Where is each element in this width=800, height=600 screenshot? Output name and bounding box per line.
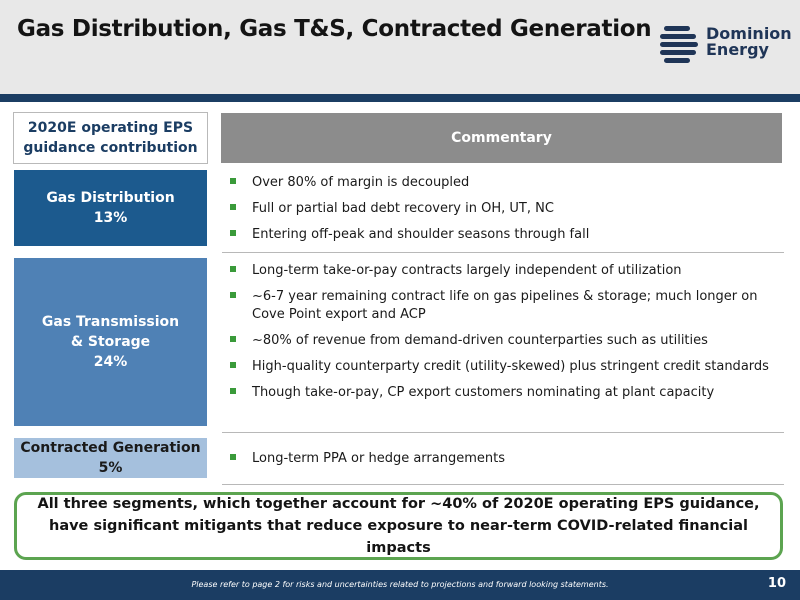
gas-distribution-commentary bbox=[222, 174, 784, 252]
segment-name: Contracted Generation bbox=[20, 440, 201, 456]
list-item bbox=[222, 450, 784, 468]
list-item bbox=[222, 226, 784, 244]
bullet-text: ~6-7 year remaining contract life on gas pipelines & storage; much longer on Cove Point export and ACP bbox=[252, 289, 758, 322]
bullet-text: High-quality counterparty credit (utility-skewed) plus stringent credit standards bbox=[252, 359, 769, 374]
list-item bbox=[222, 332, 784, 350]
list-item bbox=[222, 174, 784, 192]
row-divider bbox=[222, 252, 784, 253]
bullet-text: Though take-or-pay, CP export customers nominating at plant capacity bbox=[252, 385, 715, 400]
dominion-logo-icon bbox=[660, 24, 700, 68]
header-rule bbox=[0, 94, 800, 102]
callout-text: All three segments, which together account for ~40% of 2020E operating EPS guidance, have significant mitigants that reduce exposure to near-term COVID-related financial impacts bbox=[37, 496, 760, 556]
dominion-energy-logo bbox=[660, 24, 790, 70]
bullet-square-icon bbox=[230, 362, 236, 368]
bullet-square-icon bbox=[230, 178, 236, 184]
bullet-square-icon bbox=[230, 388, 236, 394]
bullet-square-icon bbox=[230, 336, 236, 342]
bullet-text: Long-term PPA or hedge arrangements bbox=[252, 451, 505, 466]
list-item bbox=[222, 200, 784, 218]
segment-name: Gas Distribution bbox=[46, 190, 175, 206]
bullet-square-icon bbox=[230, 230, 236, 236]
row-divider bbox=[222, 432, 784, 433]
logo-wordmark: Dominion Energy bbox=[706, 24, 792, 59]
header-rule-thin bbox=[0, 102, 800, 104]
contracted-generation-commentary bbox=[222, 450, 784, 476]
bullet-text: Entering off-peak and shoulder seasons through fall bbox=[252, 227, 590, 242]
bullet-square-icon bbox=[230, 292, 236, 298]
row-divider bbox=[222, 484, 784, 485]
bullet-square-icon bbox=[230, 454, 236, 460]
slide-title: Gas Distribution, Gas T&S, Contracted Generation bbox=[17, 16, 652, 42]
segment-pct: 13% bbox=[93, 210, 128, 226]
eps-contribution-header: 2020E operating EPS guidance contribution bbox=[13, 112, 208, 164]
list-item bbox=[222, 288, 784, 324]
gas-ts-commentary bbox=[222, 262, 784, 410]
page-number: 10 bbox=[767, 576, 786, 591]
bullet-text: Full or partial bad debt recovery in OH, UT, NC bbox=[252, 201, 554, 216]
segment-gas-transmission-storage bbox=[13, 257, 208, 427]
bullet-square-icon bbox=[230, 204, 236, 210]
footer-disclaimer: Please refer to page 2 for risks and uncertainties related to projections and forward looking statements. bbox=[191, 580, 609, 589]
segment-name: Gas Transmission & Storage bbox=[41, 314, 180, 350]
bullet-text: Long-term take-or-pay contracts largely independent of utilization bbox=[252, 263, 682, 278]
segment-contracted-generation bbox=[13, 437, 208, 479]
segment-pct: 5% bbox=[98, 460, 123, 476]
list-item bbox=[222, 358, 784, 376]
segment-pct: 24% bbox=[93, 354, 128, 370]
summary-callout bbox=[14, 492, 783, 560]
bullet-square-icon bbox=[230, 266, 236, 272]
list-item bbox=[222, 384, 784, 402]
commentary-header: Commentary bbox=[220, 112, 783, 164]
bullet-text: ~80% of revenue from demand-driven counterparties such as utilities bbox=[252, 333, 708, 348]
segment-gas-distribution bbox=[13, 169, 208, 247]
list-item bbox=[222, 262, 784, 280]
slide-header bbox=[0, 0, 800, 94]
bullet-text: Over 80% of margin is decoupled bbox=[252, 175, 470, 190]
